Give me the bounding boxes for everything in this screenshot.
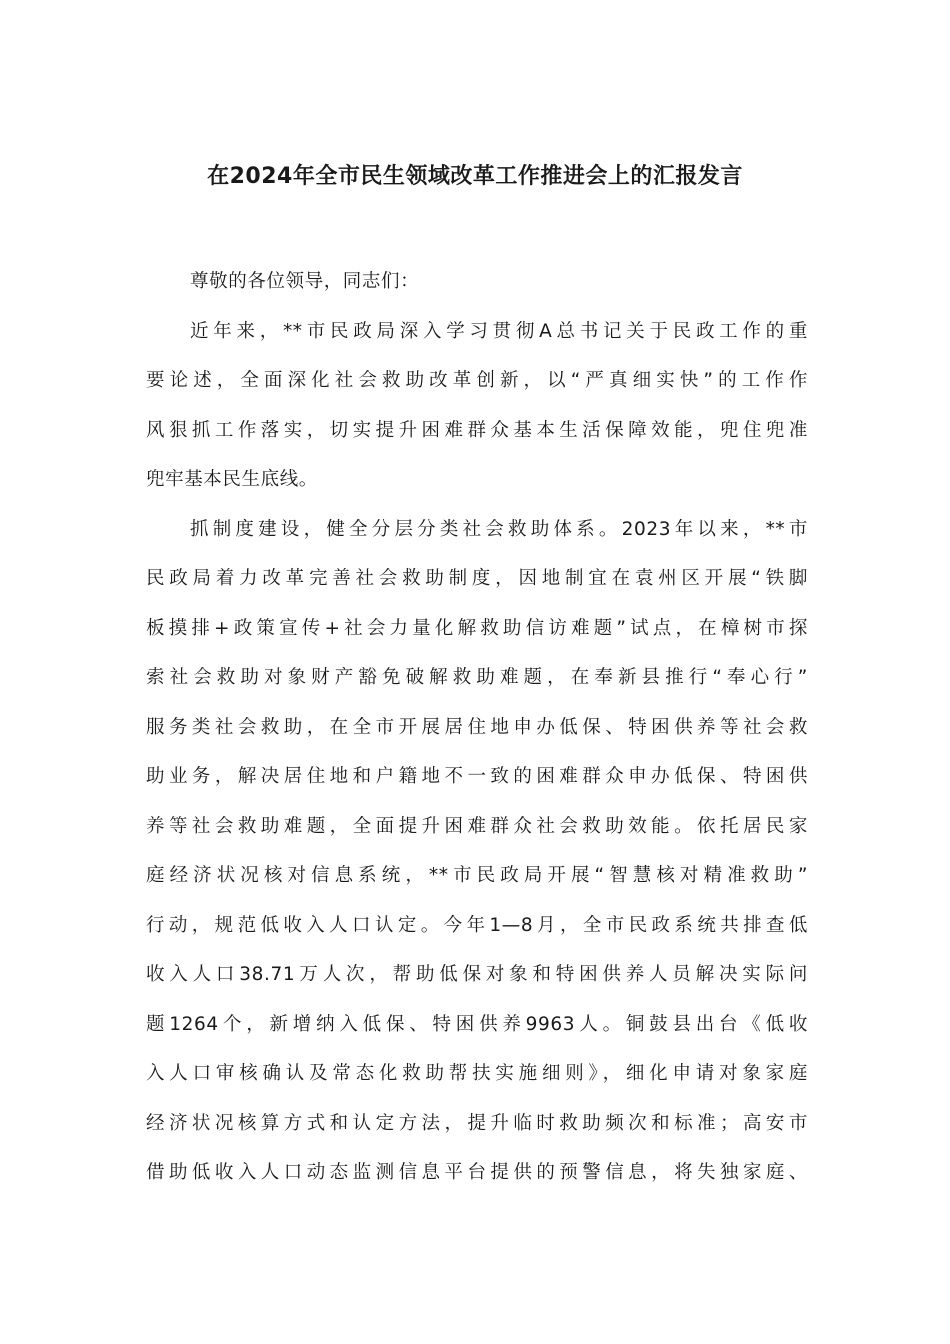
document-body: [146, 257, 808, 1198]
paragraph-line: 庭经济状况核对信息系统，**市民政局开展“智慧核对精准救助”: [146, 865, 808, 886]
paragraph-1: [146, 307, 808, 505]
paragraph-line: 助业务，解决居住地和户籍地不一致的困难群众申办低保、特困供: [146, 766, 808, 787]
greeting: 尊敬的各位领导，同志们：: [190, 271, 420, 292]
paragraph-line: 索社会救助对象财产豁免破解救助难题，在奉新县推行“奉心行”: [146, 667, 808, 688]
paragraph-line: 养等社会救助难题，全面提升困难群众社会救助效能。依托居民家: [146, 815, 808, 837]
paragraph-line: 经济状况核算方式和认定方法，提升临时救助频次和标准；高安市: [146, 1112, 808, 1134]
paragraph-line: 行动，规范低收入人口认定。今年1—8月，全市民政系统共排查低: [146, 914, 808, 936]
paragraph-line: 要论述，全面深化社会救助改革创新，以“严真细实快”的工作作: [146, 370, 808, 391]
paragraph-line: 抓制度建设，健全分层分类社会救助体系。2023年以来，**市: [190, 518, 808, 540]
paragraph-line: 兜牢基本民生底线。: [146, 469, 318, 490]
paragraph-line: 收入人口38.71万人次，帮助低保对象和特困供养人员解决实际问: [146, 964, 808, 985]
paragraph-line: 借助低收入人口动态监测信息平台提供的预警信息，将失独家庭、: [146, 1162, 808, 1183]
paragraph-line: 入人口审核确认及常态化救助帮扶实施细则》，细化申请对象家庭: [146, 1063, 808, 1084]
paragraph-line: 民政局着力改革完善社会救助制度，因地制宜在袁州区开展“铁脚: [146, 568, 808, 589]
paragraph-line: 板摸排+政策宣传+社会力量化解救助信访难题”试点，在樟树市探: [146, 617, 808, 639]
paragraph-line: 风狠抓工作落实，切实提升困难群众基本生活保障效能，兜住兜准: [146, 419, 808, 441]
paragraph-line: 题1264个，新增纳入低保、特困供养9963人。铜鼓县出台《低收: [146, 1013, 808, 1035]
paragraph-2: [146, 505, 808, 1198]
paragraph-line: 近年来，**市民政局深入学习贯彻A总书记关于民政工作的重: [190, 320, 808, 342]
paragraph-line: 服务类社会救助，在全市开展居住地申办低保、特困供养等社会救: [146, 716, 808, 738]
document-title: 在2024年全市民生领域改革工作推进会上的汇报发言: [207, 164, 743, 189]
